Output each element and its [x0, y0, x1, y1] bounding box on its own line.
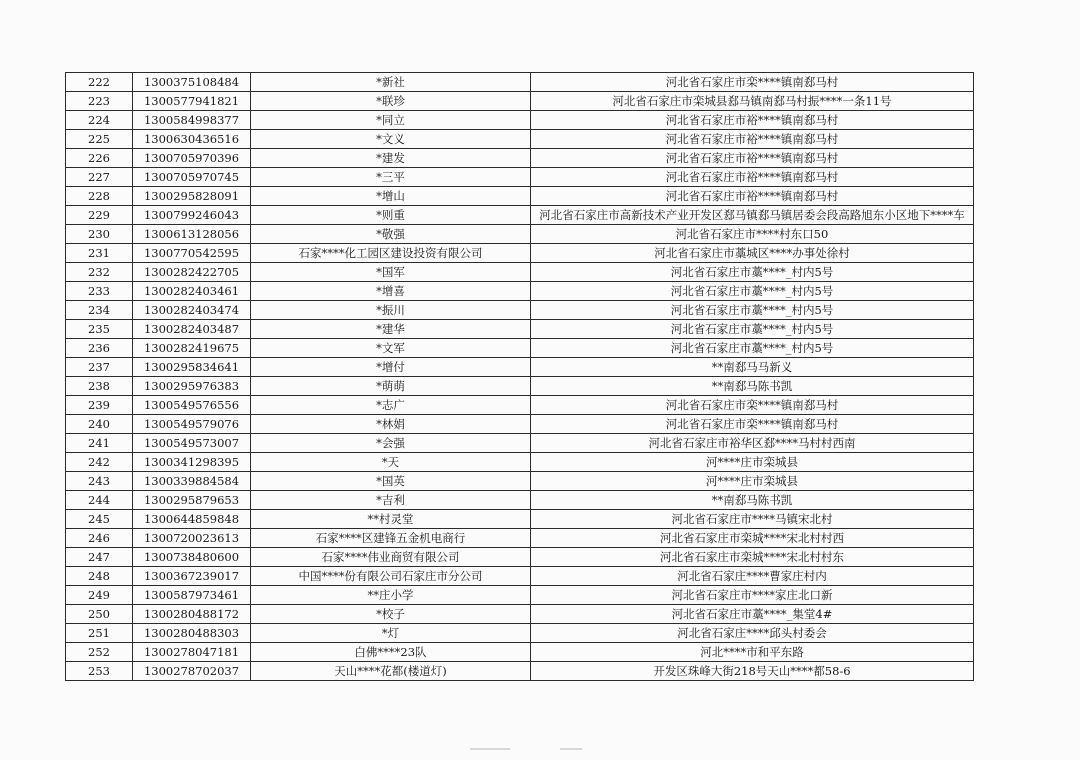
holder-name-cell: *则重 — [251, 206, 531, 225]
holder-name-cell: *联珍 — [251, 92, 531, 111]
address-cell: 河北省石家庄市藁****_村内5号 — [531, 320, 974, 339]
row-index-cell: 246 — [66, 529, 133, 548]
row-index-cell: 249 — [66, 586, 133, 605]
table-row — [66, 605, 974, 624]
table-row — [66, 453, 974, 472]
holder-name-cell: *灯 — [251, 624, 531, 643]
account-code-cell: 1300549579076 — [133, 415, 251, 434]
table-row — [66, 510, 974, 529]
address-cell: 河北省石家庄市栾城县郄马镇南郄马村振****一条11号 — [531, 92, 974, 111]
address-cell: **南郄马马新义 — [531, 358, 974, 377]
row-index-cell: 245 — [66, 510, 133, 529]
table-row — [66, 662, 974, 681]
row-index-cell: 240 — [66, 415, 133, 434]
row-index-cell: 233 — [66, 282, 133, 301]
table-row — [66, 491, 974, 510]
address-cell: 河北省石家庄市栾****镇南郄马村 — [531, 73, 974, 92]
table-row — [66, 339, 974, 358]
table-row — [66, 111, 974, 130]
row-index-cell: 248 — [66, 567, 133, 586]
row-index-cell: 247 — [66, 548, 133, 567]
row-index-cell: 227 — [66, 168, 133, 187]
holder-name-cell: 天山****花都(楼道灯) — [251, 662, 531, 681]
address-cell: 河北省石家庄市****马镇宋北村 — [531, 510, 974, 529]
address-cell: 河北****市和平东路 — [531, 643, 974, 662]
address-cell: 河北省石家庄市裕****镇南郄马村 — [531, 168, 974, 187]
scan-artifact — [470, 748, 510, 750]
account-code-cell: 1300584998377 — [133, 111, 251, 130]
account-code-cell: 1300587973461 — [133, 586, 251, 605]
holder-name-cell: *会强 — [251, 434, 531, 453]
table-row — [66, 624, 974, 643]
holder-name-cell: *国军 — [251, 263, 531, 282]
row-index-cell: 231 — [66, 244, 133, 263]
account-code-cell: 1300339884584 — [133, 472, 251, 491]
table-row — [66, 301, 974, 320]
row-index-cell: 224 — [66, 111, 133, 130]
table-row — [66, 92, 974, 111]
address-cell: 河北省石家庄市裕****镇南郄马村 — [531, 111, 974, 130]
table-row — [66, 643, 974, 662]
row-index-cell: 238 — [66, 377, 133, 396]
account-code-cell: 1300280488303 — [133, 624, 251, 643]
table-row — [66, 586, 974, 605]
holder-name-cell: *林娟 — [251, 415, 531, 434]
holder-name-cell: 中国****份有限公司石家庄市分公司 — [251, 567, 531, 586]
row-index-cell: 232 — [66, 263, 133, 282]
account-code-cell: 1300799246043 — [133, 206, 251, 225]
holder-name-cell: 石家****区建锋五金机电商行 — [251, 529, 531, 548]
address-cell: 河北省石家庄市裕****镇南郄马村 — [531, 187, 974, 206]
table-row — [66, 263, 974, 282]
row-index-cell: 239 — [66, 396, 133, 415]
holder-name-cell: *志广 — [251, 396, 531, 415]
account-code-cell: 1300630436516 — [133, 130, 251, 149]
account-code-cell: 1300613128056 — [133, 225, 251, 244]
row-index-cell: 222 — [66, 73, 133, 92]
row-index-cell: 230 — [66, 225, 133, 244]
row-index-cell: 228 — [66, 187, 133, 206]
holder-name-cell: 白佛****23队 — [251, 643, 531, 662]
holder-name-cell: **庄小学 — [251, 586, 531, 605]
row-index-cell: 250 — [66, 605, 133, 624]
row-index-cell: 237 — [66, 358, 133, 377]
holder-name-cell: *吉利 — [251, 491, 531, 510]
address-cell: 河北省石家庄市藁****_村内5号 — [531, 282, 974, 301]
account-code-cell: 1300282403474 — [133, 301, 251, 320]
holder-name-cell: *国英 — [251, 472, 531, 491]
account-code-cell: 1300278047181 — [133, 643, 251, 662]
address-cell: 河北省石家庄市****村东口50 — [531, 225, 974, 244]
holder-name-cell: *校子 — [251, 605, 531, 624]
account-code-cell: 1300282419675 — [133, 339, 251, 358]
address-cell: 河北省石家庄市栾城****宋北村村西 — [531, 529, 974, 548]
table-row — [66, 187, 974, 206]
account-code-cell: 1300705970745 — [133, 168, 251, 187]
holder-name-cell: *同立 — [251, 111, 531, 130]
account-code-cell: 1300549573007 — [133, 434, 251, 453]
row-index-cell: 236 — [66, 339, 133, 358]
table-row — [66, 396, 974, 415]
address-cell: 河北省石家庄市裕****镇南郄马村 — [531, 130, 974, 149]
registry-table-body — [66, 73, 974, 681]
address-cell: 河北省石家庄市藁****_村内5号 — [531, 339, 974, 358]
address-cell: **南郄马陈书凯 — [531, 491, 974, 510]
address-cell: 河北省石家庄****邱头村委会 — [531, 624, 974, 643]
address-cell: 河北省石家庄市栾****镇南郄马村 — [531, 415, 974, 434]
address-cell: **南郄马陈书凯 — [531, 377, 974, 396]
row-index-cell: 229 — [66, 206, 133, 225]
row-index-cell: 235 — [66, 320, 133, 339]
table-row — [66, 320, 974, 339]
holder-name-cell: *振川 — [251, 301, 531, 320]
account-code-cell: 1300295976383 — [133, 377, 251, 396]
row-index-cell: 242 — [66, 453, 133, 472]
account-code-cell: 1300278702037 — [133, 662, 251, 681]
address-cell: 河北省石家庄市****家庄北口新 — [531, 586, 974, 605]
holder-name-cell: 石家****伟业商贸有限公司 — [251, 548, 531, 567]
address-cell: 河北省石家庄市藁城区****办事处徐村 — [531, 244, 974, 263]
account-code-cell: 1300577941821 — [133, 92, 251, 111]
account-code-cell: 1300295828091 — [133, 187, 251, 206]
table-row — [66, 377, 974, 396]
account-code-cell: 1300282422705 — [133, 263, 251, 282]
holder-name-cell: *萌萌 — [251, 377, 531, 396]
account-code-cell: 1300295834641 — [133, 358, 251, 377]
account-code-cell: 1300282403461 — [133, 282, 251, 301]
account-code-cell: 1300341298395 — [133, 453, 251, 472]
account-code-cell: 1300705970396 — [133, 149, 251, 168]
holder-name-cell: **村灵堂 — [251, 510, 531, 529]
address-cell: 河北省石家庄市栾****镇南郄马村 — [531, 396, 974, 415]
table-row — [66, 206, 974, 225]
address-cell: 河****庄市栾城县 — [531, 453, 974, 472]
account-code-cell: 1300549576556 — [133, 396, 251, 415]
holder-name-cell: *天 — [251, 453, 531, 472]
account-code-cell: 1300282403487 — [133, 320, 251, 339]
scan-artifact — [560, 748, 582, 750]
holder-name-cell: *建华 — [251, 320, 531, 339]
address-cell: 河****庄市栾城县 — [531, 472, 974, 491]
row-index-cell: 223 — [66, 92, 133, 111]
table-row — [66, 244, 974, 263]
table-row — [66, 415, 974, 434]
row-index-cell: 244 — [66, 491, 133, 510]
registry-table — [65, 72, 974, 681]
holder-name-cell: *增付 — [251, 358, 531, 377]
address-cell: 河北省石家庄市栾城****宋北村村东 — [531, 548, 974, 567]
holder-name-cell: *增喜 — [251, 282, 531, 301]
account-code-cell: 1300295879653 — [133, 491, 251, 510]
address-cell: 河北省石家庄市高新技术产业开发区郄马镇郄马镇居委会段高路旭东小区地下****车 — [531, 206, 974, 225]
table-row — [66, 168, 974, 187]
table-row — [66, 282, 974, 301]
table-row — [66, 73, 974, 92]
account-code-cell: 1300375108484 — [133, 73, 251, 92]
row-index-cell: 234 — [66, 301, 133, 320]
account-code-cell: 1300770542595 — [133, 244, 251, 263]
address-cell: 河北省石家庄****曹家庄村内 — [531, 567, 974, 586]
account-code-cell: 1300644859848 — [133, 510, 251, 529]
row-index-cell: 252 — [66, 643, 133, 662]
row-index-cell: 241 — [66, 434, 133, 453]
table-row — [66, 225, 974, 244]
account-code-cell: 1300738480600 — [133, 548, 251, 567]
address-cell: 河北省石家庄市藁****_村内5号 — [531, 263, 974, 282]
table-row — [66, 472, 974, 491]
table-row — [66, 358, 974, 377]
address-cell: 河北省石家庄市藁****_集堂4# — [531, 605, 974, 624]
table-row — [66, 548, 974, 567]
address-cell: 河北省石家庄市裕华区郄****马村村西南 — [531, 434, 974, 453]
address-cell: 河北省石家庄市藁****_村内5号 — [531, 301, 974, 320]
holder-name-cell: *三平 — [251, 168, 531, 187]
table-row — [66, 130, 974, 149]
holder-name-cell: 石家****化工园区建设投资有限公司 — [251, 244, 531, 263]
table-row — [66, 529, 974, 548]
table-row — [66, 149, 974, 168]
row-index-cell: 226 — [66, 149, 133, 168]
holder-name-cell: *文军 — [251, 339, 531, 358]
row-index-cell: 253 — [66, 662, 133, 681]
account-code-cell: 1300367239017 — [133, 567, 251, 586]
holder-name-cell: *敬强 — [251, 225, 531, 244]
registry-sheet — [65, 72, 973, 681]
holder-name-cell: *建发 — [251, 149, 531, 168]
holder-name-cell: *文义 — [251, 130, 531, 149]
holder-name-cell: *新社 — [251, 73, 531, 92]
account-code-cell: 1300720023613 — [133, 529, 251, 548]
table-row — [66, 434, 974, 453]
holder-name-cell: *增山 — [251, 187, 531, 206]
row-index-cell: 225 — [66, 130, 133, 149]
account-code-cell: 1300280488172 — [133, 605, 251, 624]
row-index-cell: 243 — [66, 472, 133, 491]
address-cell: 河北省石家庄市裕****镇南郄马村 — [531, 149, 974, 168]
row-index-cell: 251 — [66, 624, 133, 643]
table-row — [66, 567, 974, 586]
address-cell: 开发区珠峰大街218号天山****都58-6 — [531, 662, 974, 681]
